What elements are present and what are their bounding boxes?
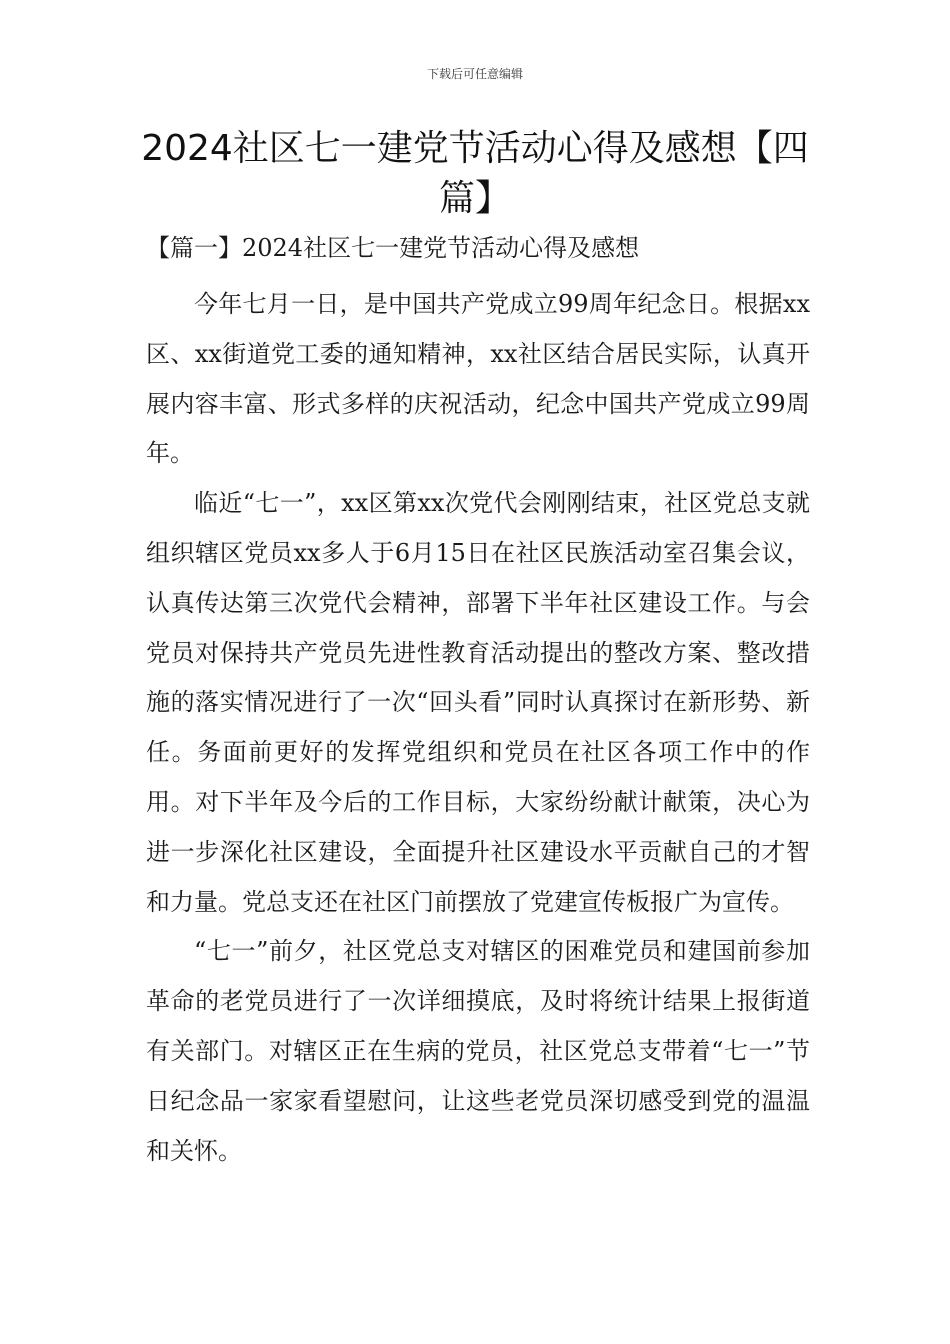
- paragraph: 临近“七一”，xx区第xx次党代会刚刚结束，社区党总支就组织辖区党员xx多人于6月15日在社区民族活动室召集会议，认真传达第三次党代会精神，部署下半年社区建设工作。与会党员对保持共产党员先进性教育活动提出的整改方案、整改措施的落实情况进行了一次“回头看”同时认真探讨在新形势、新任。务面前更好的发挥党组织和党员在社区各项工作中的作用。对下半年及今后的工作目标，大家纷纷献计献策，决心为进一步深化社区建设，全面提升社区建设水平贡献自己的才智和力量。党总支还在社区门前摆放了党建宣传板报广为宣传。: [146, 489, 810, 916]
- header-note: 下载后可任意编辑: [426, 67, 523, 81]
- document-title: 2024社区七一建党节活动心得及感想【四篇】: [141, 128, 809, 219]
- section-heading: 【篇一】2024社区七一建党节活动心得及感想: [146, 234, 640, 262]
- body-text: [146, 280, 810, 1176]
- paragraph: 今年七月一日，是中国共产党成立99周年纪念日。根据xx区、xx街道党工委的通知精神，xx社区结合居民实际，认真开展内容丰富、形式多样的庆祝活动，纪念中国共产党成立99周年。: [146, 290, 810, 468]
- paragraph: “七一”前夕，社区党总支对辖区的困难党员和建国前参加革命的老党员进行了一次详细摸底，及时将统计结果上报街道有关部门。对辖区正在生病的党员，社区党总支带着“七一”节日纪念品一家家看望慰问，让这些老党员深切感受到党的温温和关怀。: [146, 937, 810, 1165]
